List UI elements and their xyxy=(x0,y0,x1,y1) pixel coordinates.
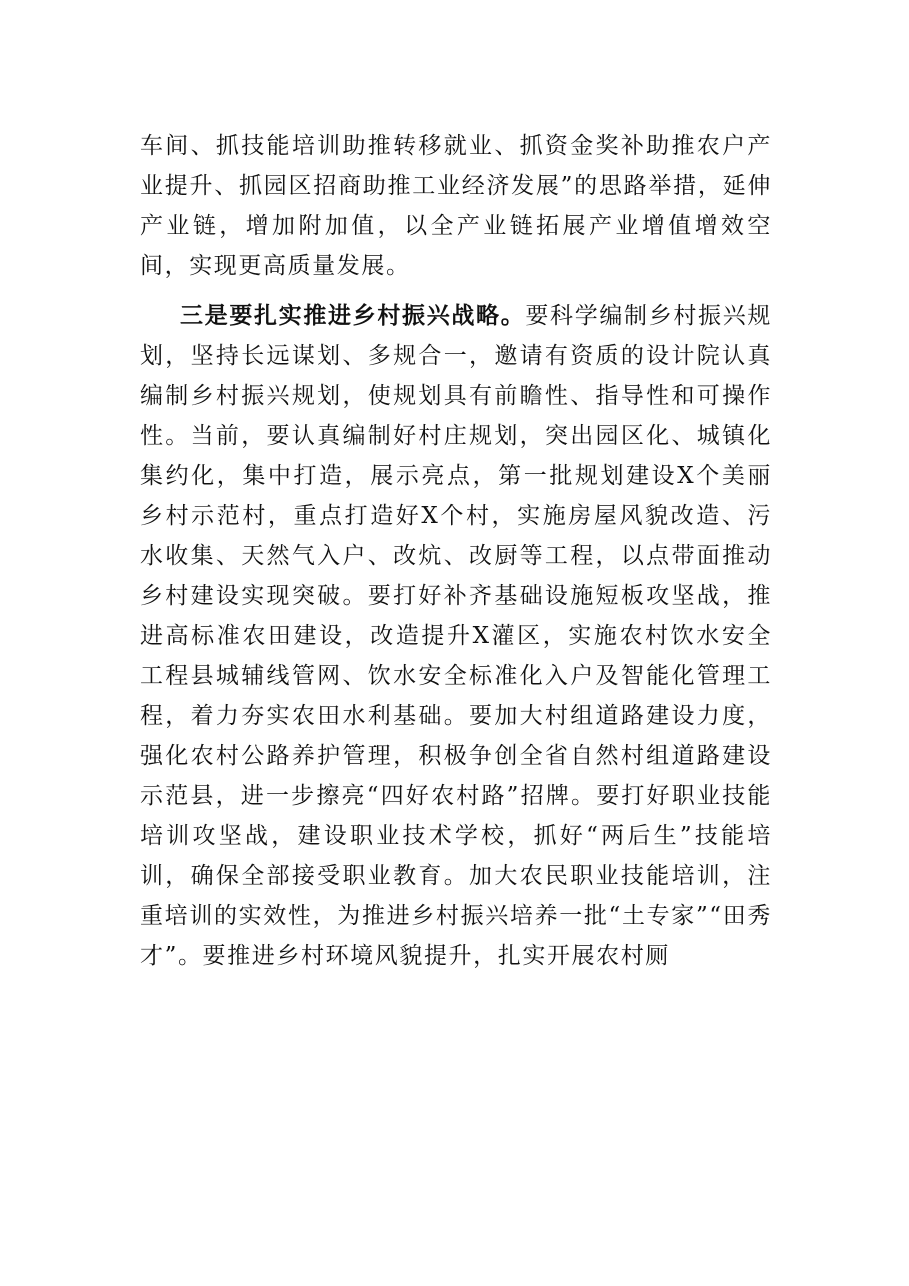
paragraph-lead-heading: 三是要扎实推进乡村振兴战略。 xyxy=(180,302,526,329)
paragraph-text: 车间、抓技能培训助推转移就业、抓资金奖补助推农户产业提升、抓园区招商助推工业经济发展”的思路举措，延伸产业链，增加附加值，以全产业链拓展产业增值增效空间，实现更高质量发展。 xyxy=(140,133,772,279)
paragraph-continuation xyxy=(140,126,772,286)
paragraph-rural-revitalization xyxy=(140,296,772,976)
document-body xyxy=(140,126,772,976)
paragraph-text: 要科学编制乡村振兴规划，坚持长远谋划、多规合一，邀请有资质的设计院认真编制乡村振兴规划，使规划具有前瞻性、指导性和可操作性。当前，要认真编制好村庄规划，突出园区化、城镇化集约化，集中打造，展示亮点，第一批规划建设X个美丽乡村示范村，重点打造好X个村，实施房屋风貌改造、污水收集、天然气入户、改炕、改厨等工程，以点带面推动乡村建设实现突破。要打好补齐基础设施短板攻坚战，推进高标准农田建设，改造提升X灌区，实施农村饮水安全工程县城辅线管网、饮水安全标准化入户及智能化管理工程，着力夯实农田水利基础。要加大村组道路建设力度，强化农村公路养护管理，积极争创全省自然村组道路建设示范县，进一步擦亮“四好农村路”招牌。要打好职业技能培训攻坚战，建设职业技术学校，抓好“两后生”技能培训，确保全部接受职业教育。加大农民职业技能培训，注重培训的实效性，为推进乡村振兴培养一批“土专家”“田秀才”。要推进乡村环境风貌提升，扎实开展农村厕 xyxy=(140,303,772,969)
